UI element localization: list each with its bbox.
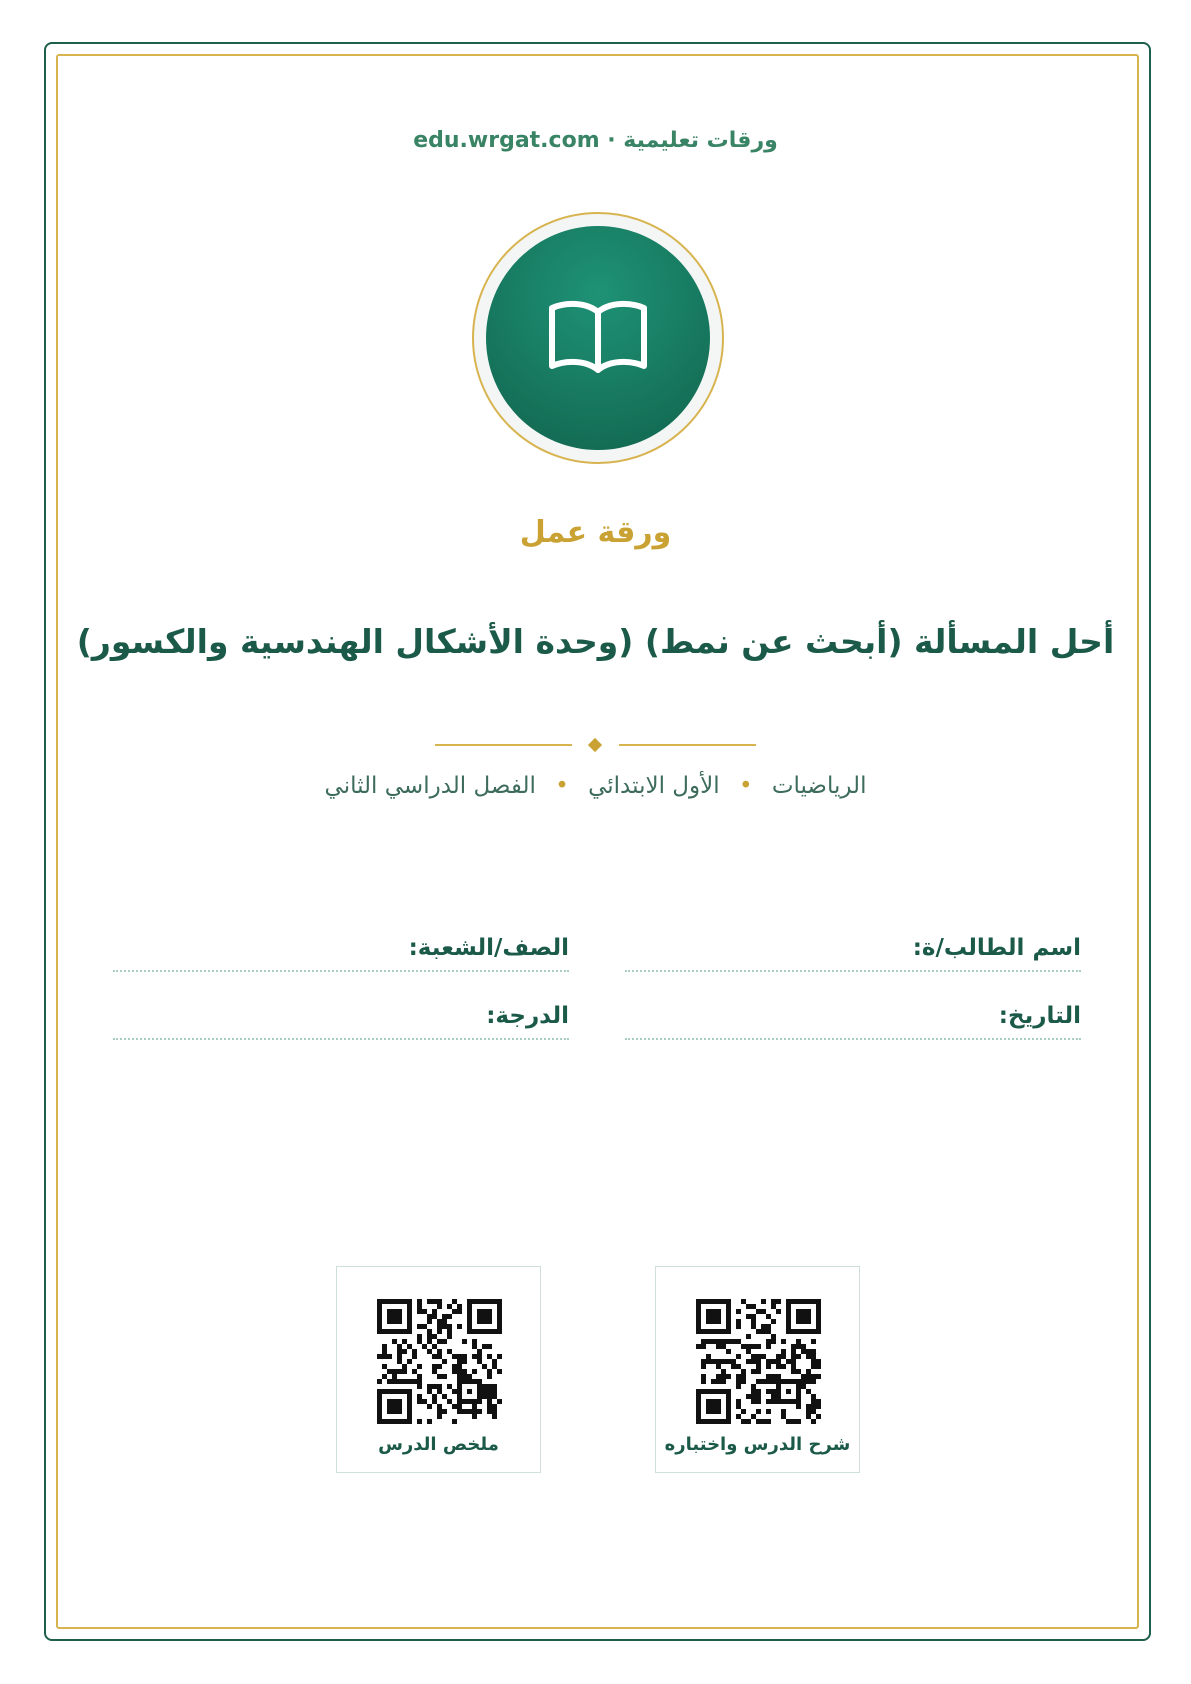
grade-field[interactable]: [113, 992, 569, 1040]
open-book-icon: [546, 296, 650, 380]
date-label: التاريخ:: [998, 1003, 1081, 1029]
divider-left: [435, 744, 572, 746]
qr-card-lesson-summary[interactable]: [336, 1266, 541, 1473]
site-header: ورقات تعليمية · edu.wrgat.com: [413, 128, 778, 153]
qr-card-lesson-explanation[interactable]: [655, 1266, 860, 1473]
meta-separator: •: [738, 773, 753, 799]
qr-code-icon: [377, 1299, 502, 1424]
qr-code-icon: [696, 1299, 821, 1424]
worksheet-kind: ورقة عمل: [519, 515, 672, 550]
grade-label: الدرجة:: [486, 1003, 569, 1029]
class-section-field[interactable]: [113, 924, 569, 972]
date-field[interactable]: [625, 992, 1081, 1040]
worksheet-title: أحل المسألة (أبحث عن نمط) (وحدة الأشكال الهندسية والكسور): [76, 622, 1115, 661]
meta-separator: •: [555, 773, 569, 799]
worksheet-meta: [0, 773, 1191, 799]
term-label: الفصل الدراسي الثاني: [324, 773, 536, 799]
grade-level-label: الأول الابتدائي: [588, 773, 720, 799]
qr-label: شرح الدرس واختباره: [664, 1434, 851, 1455]
divider-right: [619, 744, 756, 746]
student-name-label: اسم الطالب/ة:: [912, 935, 1081, 961]
logo-badge: [486, 226, 710, 450]
class-section-label: الصف/الشعبة:: [408, 935, 569, 961]
subject-label: الرياضيات: [771, 773, 867, 799]
qr-label: ملخص الدرس: [378, 1434, 499, 1455]
student-name-field[interactable]: [625, 924, 1081, 972]
